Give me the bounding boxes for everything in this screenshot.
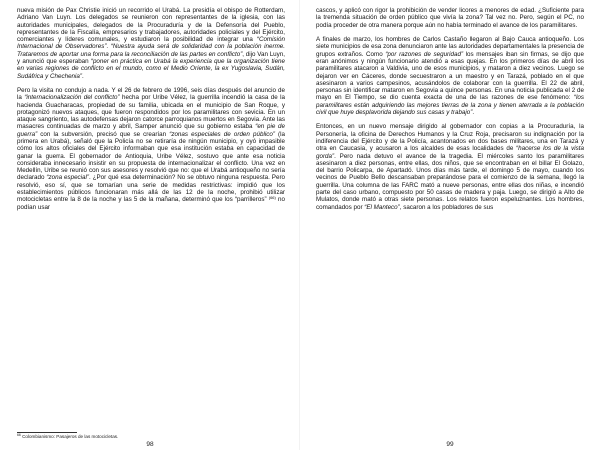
text-run: con la subversión, precisó que se crearían (37, 130, 170, 138)
text-run: , sacaron a los pobladores de sus (399, 203, 494, 211)
italic-span: “Comisión Internacional de Observadores” (17, 36, 285, 51)
text-run: , dijo Van Luyn, y anunció que esperaban (17, 50, 285, 65)
text-run: hecha por Uribe Vélez, la guerrilla incendió la casa de la hacienda Guacharacas, propiedad de su familia, ubicada en el municipio de San Roque, y protagonizó nuevos ataques, que fueron respondidos por los paramilitares con sevicia. En un ataque sangriento, las autodefensas dejaron catorce parroquianos muertos en Segovia. Ante las masacres continuadas de marzo y abril, Samper anunció que su gobierno estaba (17, 94, 285, 131)
italic-span: “por razones de seguridad” (385, 50, 464, 58)
right-paragraph-1 (316, 7, 584, 29)
italic-span: “en pie de guerra” (17, 123, 285, 138)
text-run: . Pero nada detuvo el avance de la tragedia. El miércoles santo los paramilitares asesinaron a diez personas, entre ellas, dos niños, que se encontraban en el billar El Golazo, del barrio Policarpa, de Apartadó. Unos días más tarde, el domingo 5 de mayo, cuando los vecinos de Pueblo Bello descansaban preparándose para el comienzo de la semana, llegó la guerrilla. Una columna de las FARC mató a nueve personas, entre ellas dos niñas, e incendió parte del caso urbano, compuesto por 50 casas de madera y paja. Luego, se dirigió a Alto de Mulatos, donde mató a otras siete personas. Los relatos fueron espeluznantes. Los hombres, comandados por (316, 152, 584, 211)
text-run: . (81, 72, 84, 80)
right-text-column (316, 7, 584, 211)
footnote-ref: (66) (268, 195, 276, 201)
text-run: . ¿Por qué esa determinación? No se obtuvo ninguna respuesta. Pero resolvió, eso sí, que se tomarían una serie de medidas restrictivas: impidió que los establecimientos públicos funcionaran más allá de las 12 de la noche, prohibió utilizar motocicletas entre la 8 de la noche y las 5 de la mañana, determinó que los “parrilleros” (17, 174, 286, 204)
text-run: Entonces, en un nuevo mensaje dirigido al gobernador con copias a la Procuraduría, la Personería, la oficina de Derechos Humanos y la Cruz Roja, precisaron su indignación por la indiferencia del Ejército y de la Policía, acantonados en dos bases militares, una en Tarazá y otra en Caucasia, y acusaron a los alcaldes de esas localidades de (316, 123, 584, 153)
text-run: nueva misión de Pax Christie inició un recorrido el Urabá. La presidía el obispo de Rotterdam, Adriano Van Luyn. Los delegados se reunieron con representantes de la iglesia, con las autoridades municipales, delegados de la Procuraduría y de la Defensoría del Pueblo, representantes de la Fiscalía, empresarios y trabajadores, autoridades policiales y del Ejército, comerciantes y líderes comunales, y estudiaron la posibilidad de integrar una (17, 7, 285, 44)
italic-span: “los paramilitares están adquiriendo las mejores tierras de la zona y tienen aterrada a la población civil que huye desplavorida dejando sus casas y trabajo” (316, 94, 584, 116)
left-paragraph-1 (17, 7, 285, 80)
footnote-text: Colombianismo: Pasajeros de las motocicletas. (22, 434, 119, 439)
footnote-mark: 66 (17, 433, 21, 437)
right-page (300, 0, 600, 450)
text-run: no podían usar (17, 196, 285, 211)
text-run: . (106, 43, 111, 51)
italic-span: “Nuestra ayuda será de solidaridad con la población inerme. Trataremos de aportar una forma para la reconciliación de las partes en conflicto” (17, 43, 285, 58)
left-page-number: 98 (146, 441, 154, 448)
italic-span: “El Manteco” (364, 203, 400, 211)
right-paragraph-2 (316, 36, 584, 116)
text-run: (la primera en Urabá), señaló que la Policía no se retiraría de ningún municipio, y oyó impasible cómo los altos oficiales del Ejército informaban que esa institución estaba en capacidad de ganar la guerra. El gobernador de Antioquia, Uribe Vélez, sostuvo que ante esa noticia consideraba innecesario insistir en su propuesta de internacionalizar el conflicto. Una vez en Medellín, Uribe se reunió con sus asesores y resolvió que no: que el Urabá antioqueño no sería declarado (17, 130, 286, 182)
text-run: A finales de marzo, los hombres de Carlos Castaño llegaron al Bajo Cauca antioqueño. Los siete municipios de esa zona denunciaron ante las autoridades departamentales la presencia de grupos extraños. Como (316, 36, 584, 58)
italic-span: “zonas especiales de orden público” (169, 130, 275, 138)
left-paragraph-2 (17, 87, 285, 211)
text-run: Pero la visita no condujo a nada. Y el 26 de febrero de 1996, seis días después del anuncio de la (17, 87, 285, 102)
footnote (17, 434, 118, 439)
footnote-rule (17, 432, 77, 433)
text-run: los mensajes iban sin firmas, se dijo que eran anónimos y ningún funcionario atendió a esas quejas. En los primeros días de abril los paramilitares atacaron a Valdivia, uno de esos municipios, y mataron a diez vecinos. Luego se dejaron ver en Cáceres, donde secuestraron a un maestro y en Tarazá, poblado en el que asesinaron a varios campesinos, acusándolos de colaborar con la guerrilla. El 22 de abril, personas sin identificar mataron en Segovia a quince personas. En una noticia publicada el 2 de mayo en El Tiempo, se dio cuenta exacta de una de las razones de ese fenómeno: (316, 50, 585, 102)
text-run: . (472, 108, 475, 116)
text-run: cascos, y aplicó con rigor la prohibición de vender licores a menores de edad. ¿Suficiente para la tremenda situación de orden público que vivía la zona? Tal vez no. Pero, según el PC, no podía proceder de otra manera porque aún no había terminado el avance de los paramilitares. (316, 7, 584, 29)
right-page-number: 99 (446, 441, 454, 448)
italic-span: “poner en práctica en Urabá la experiencia que la organización tiene en varias regiones de conflicto en el mundo, como el Medio Oriente, la ex Yugoslavia, Sudán, Sudáfrica y Chechenia” (17, 57, 286, 80)
italic-span: “hacerse los de la vista gorda” (316, 145, 584, 160)
italic-span: “zona especial” (46, 174, 90, 182)
right-paragraph-3 (316, 123, 584, 210)
left-text-column (17, 7, 285, 211)
italic-span: “internacionalización del conflicto” (24, 94, 120, 102)
